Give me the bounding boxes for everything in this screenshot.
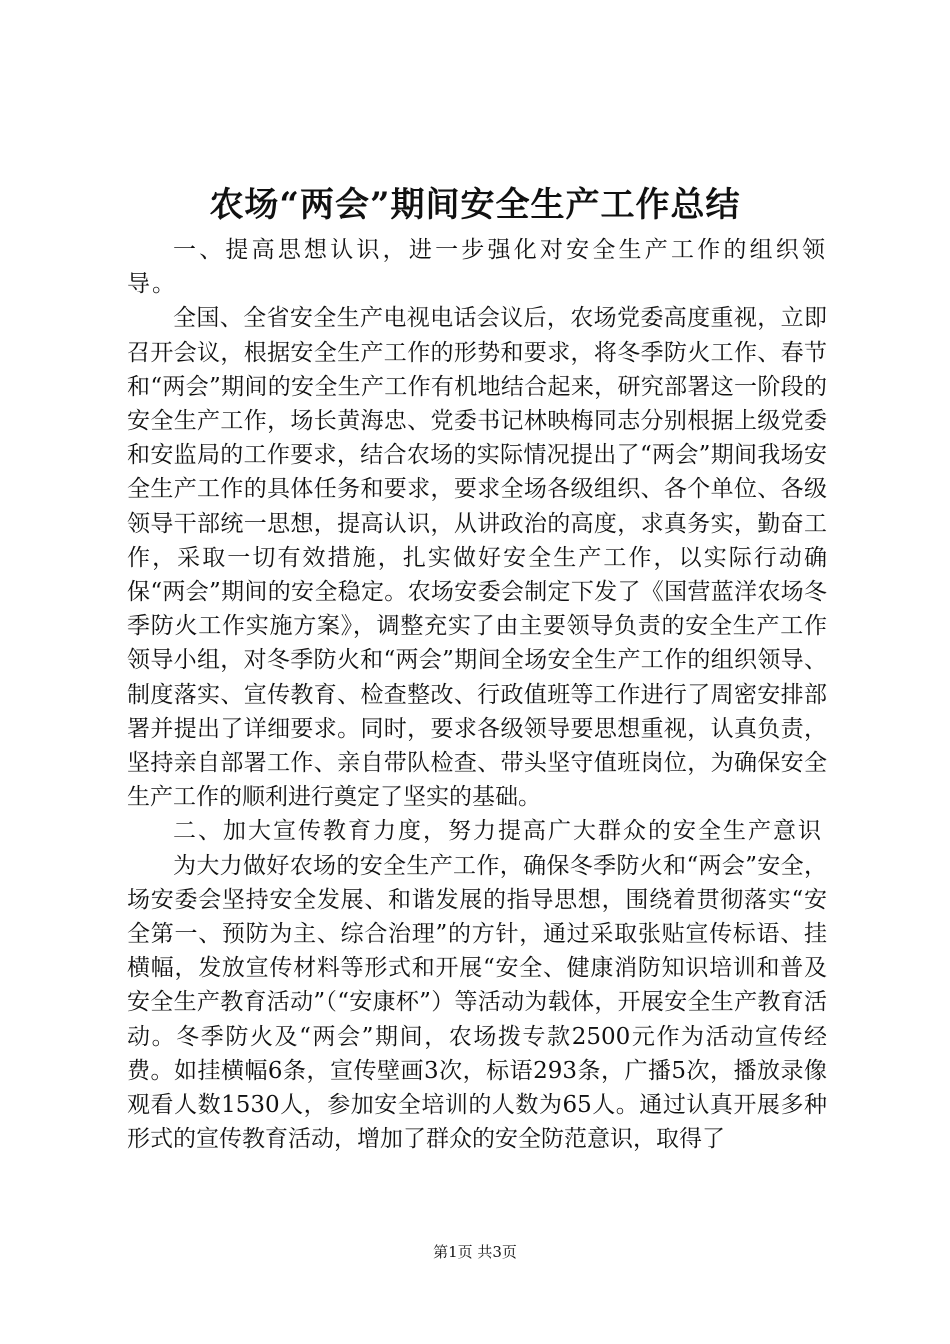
body-paragraph-1: 全国、全省安全生产电视电话会议后，农场党委高度重视，立即召开会议，根据安全生产工作的形势和要求，将冬季防火工作、春节和“两会”期间的安全生产工作有机地结合起来，研究部署这一阶段的安全生产工作，场长黄海忠、党委书记林映梅同志分别根据上级党委和安监局的工作要求，结合农场的实际情况提出了“两会”期间我场安全生产工作的具体任务和要求，要求全场各级组织、各个单位、各级领导干部统一思想，提高认识，从讲政治的高度，求真务实，勤奋工作，采取一切有效措施，扎实做好安全生产工作，以实际行动确保“两会”期间的安全稳定。农场安委会制定下发了《国营蓝洋农场冬季防火工作实施方案》，调整充实了由主要领导负责的安全生产工作领导小组，对冬季防火和“两会”期间全场安全生产工作的组织领导、制度落实、宣传教育、检查整改、行政值班等工作进行了周密安排部署并提出了详细要求。同时，要求各级领导要思想重视，认真负责，坚持亲自部署工作、亲自带队检查、带头坚守值班岗位，为确保安全生产工作的顺利进行奠定了坚实的基础。 [127, 305, 827, 811]
page-footer: 第1页 共3页 [433, 1243, 517, 1261]
body-paragraph-2: 为大力做好农场的安全生产工作，确保冬季防火和“两会”安全，场安委会坚持安全发展、和谐发展的指导思想，围绕着贯彻落实“安全第一、预防为主、综合治理”的方针，通过采取张贴宣传标语、挂横幅，发放宣传材料等形式和开展“安全、健康消防知识培训和普及安全生产教育活动”（“安康杯”）等活动为载体，开展安全生产教育活动。冬季防火及“两会”期间，农场拨专款2500元作为活动宣传经费。如挂横幅6条，宣传壁画3次，标语293条，广播5次，播放录像观看人数1530人，参加安全培训的人数为65人。通过认真开展多种形式的宣传教育活动，增加了群众的安全防范意识，取得了 [127, 852, 827, 1153]
document-title: 农场“两会”期间安全生产工作总结 [209, 185, 741, 225]
section-heading-2: 二、加大宣传教育力度，努力提高广大群众的安全生产意识 [173, 818, 823, 845]
section-heading-1: 一、提高思想认识，进一步强化对安全生产工作的组织领导。 [127, 237, 827, 298]
document-body [127, 233, 827, 1156]
